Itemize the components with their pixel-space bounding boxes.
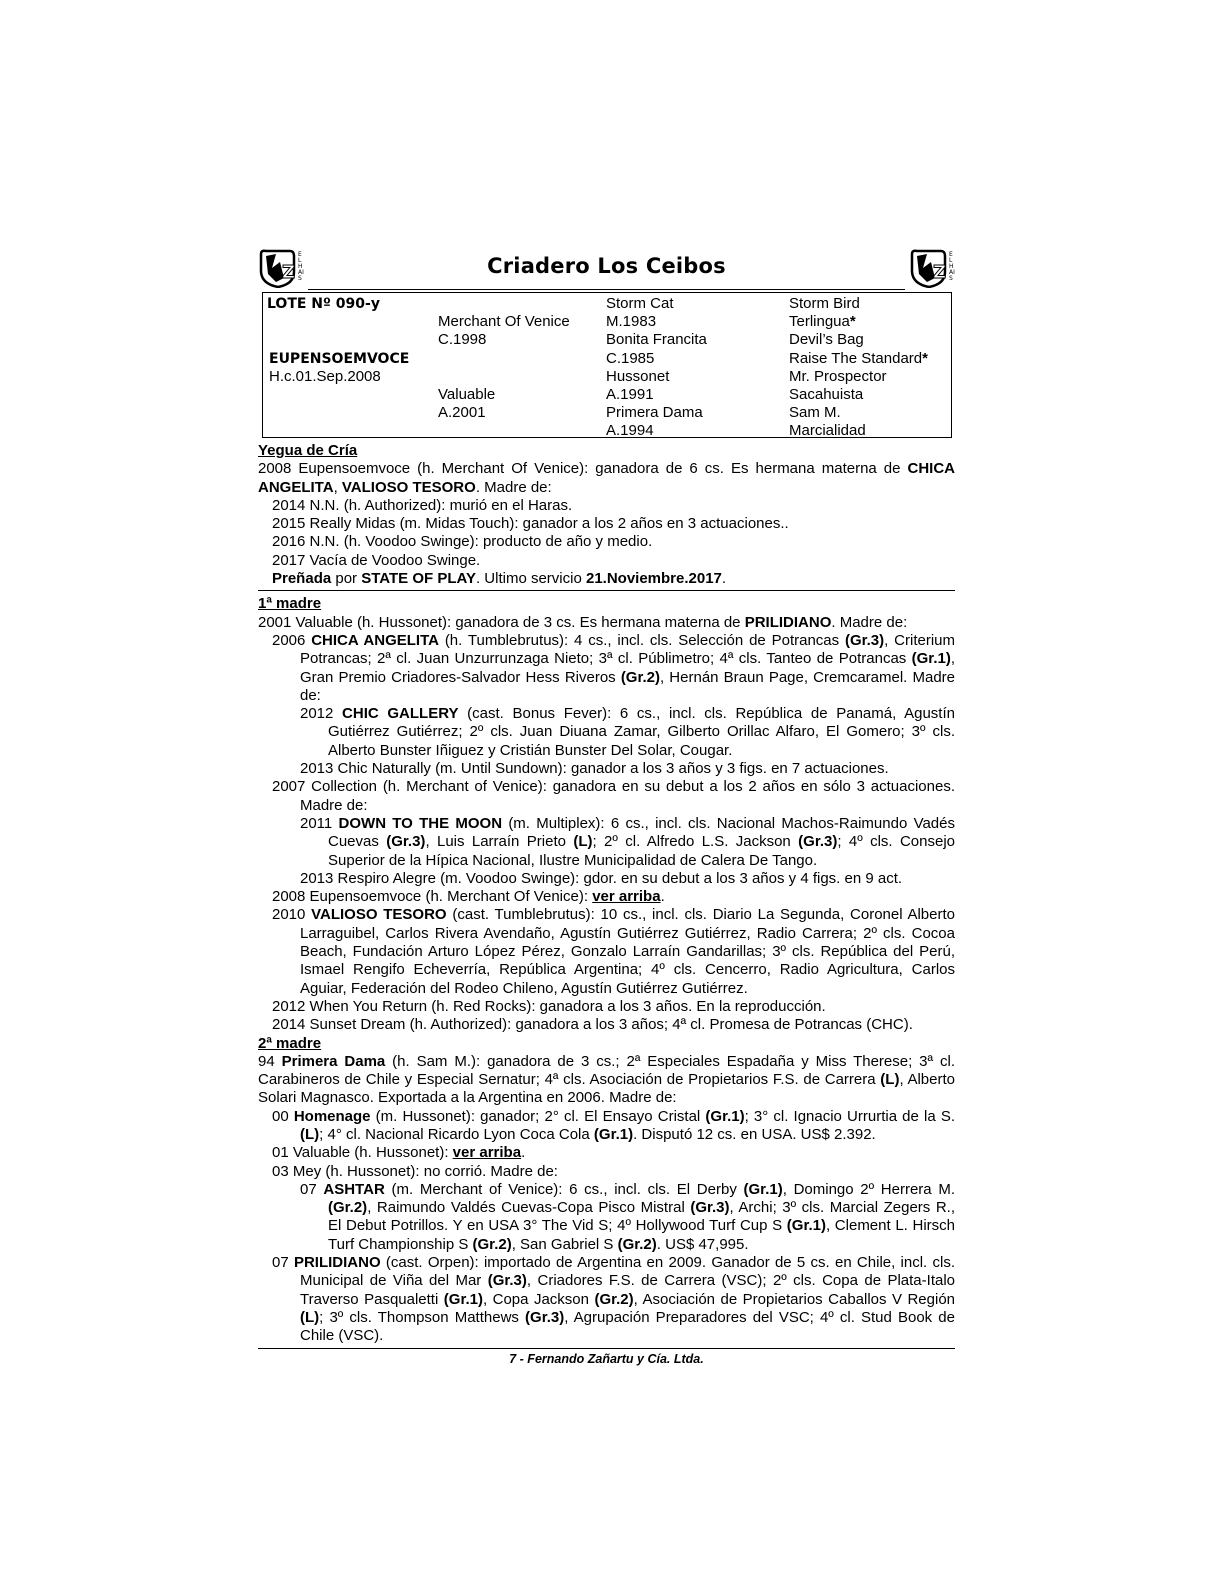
section-divider (258, 590, 955, 591)
breeder-logo-right (909, 248, 955, 290)
great-grandparent-3: Devil’s Bag (789, 331, 864, 348)
page-title: Criadero Los Ceibos (487, 254, 726, 278)
horse-birth: H.c.01.Sep.2008 (269, 368, 381, 385)
grandparent-3: Hussonet (606, 368, 670, 385)
page-header (258, 248, 955, 292)
list-item: 2016 N.N. (h. Voodoo Swinge): producto de año y medio. (272, 533, 653, 551)
svg-text:Z: Z (933, 262, 947, 283)
catalog-page (258, 248, 955, 1366)
grandparent-4: Primera Dama (606, 404, 703, 421)
list-item: 03 Mey (h. Hussonet): no corrió. Madre de: (272, 1162, 558, 1180)
horse-shield-icon (909, 248, 949, 288)
list-item: 2014 N.N. (h. Authorized): murió en el Haras. (272, 496, 573, 514)
grandparent-1: Storm Cat (606, 295, 674, 312)
great-grandparent-6: Sacahuista (789, 386, 864, 403)
ver-arriba-link[interactable]: ver arriba (452, 1144, 522, 1162)
lot-number: LOTE Nº 090-y (267, 296, 380, 312)
grandparent-4-year: A.1994 (606, 422, 654, 439)
list-item: 07 ASHTAR (m. Merchant of Venice): 6 cs., incl. cls. El Derby (Gr.1), Domingo 2º Herrera M. (Gr.2), Raimundo Valdés Cuevas-Copa Pisco Mistral (Gr.3), Archi; 3º cls. Marcial Zegers R., El Debut Potrillos. Y en USA 3° The Vid S; 4º Hollywood Turf Cup S (Gr.1), Clement L. Hirsch Turf Championship S (Gr.2), San Gabriel S (Gr.2). US$ 47,995. (300, 1180, 956, 1253)
list-item: 2006 CHICA ANGELITA (h. Tumblebrutus): 4 cs., incl. cls. Selección de Potrancas (Gr.3), Criterium Potrancas; 2ª cl. Juan Unzurrunzaga Nieto; 3ª cl. Públimetro; 4ª cls. Tanteo de Potrancas (Gr.1), Gran Premio Criadores-Salvador Hess Riveros (Gr.2), Hernán Braun Page, Cremcaramel. Madre de: (272, 631, 955, 704)
yegua-intro: 2008 Eupensoemvoce (h. Merchant Of Venice): ganadora de 6 cs. Es hermana materna de CHICA ANGELITA, VALIOSO TESORO. Madre de: (258, 460, 955, 496)
sire-name: Merchant Of Venice (438, 313, 570, 330)
madre1-intro: 2001 Valuable (h. Hussonet): ganadora de 3 cs. Es hermana materna de PRILIDIANO. Madre de: (258, 613, 908, 631)
great-grandparent-5: Mr. Prospector (789, 368, 887, 385)
list-item: 00 Homenage (m. Hussonet): ganador; 2° cl. El Ensayo Cristal (Gr.1); 3° cl. Ignacio Urrurtia de la S. (L); 4° cl. Nacional Ricardo Lyon Coca Cola (Gr.1). Disputó 12 cs. en USA. US$ 2.392. (272, 1107, 955, 1143)
madre1-section (258, 595, 955, 1034)
page-footer: 7 - Fernando Zañartu y Cía. Ltda. (258, 1348, 955, 1366)
grandparent-2-year: C.1985 (606, 350, 655, 367)
madre2-section (258, 1035, 955, 1346)
grandparent-1-year: M.1983 (606, 313, 657, 330)
list-item: 2013 Respiro Alegre (m. Voodoo Swinge): gdor. en su debut a los 3 años y 4 figs. en 9 act. (300, 869, 903, 887)
great-grandparent-4: Raise The Standard* (789, 350, 928, 367)
great-grandparent-8: Marcialidad (789, 422, 866, 439)
pedigree-table (262, 292, 952, 438)
madre2-intro: 94 Primera Dama (h. Sam M.): ganadora de 3 cs.; 2ª Especiales Espadaña y Miss Therese; 3ª cl. Carabineros de Chile y Especial Sernatur; 4ª cls. Asociación de Propietarios F.S. de Carrera (L), Alberto Solari Magnasco. Exportada a la Argentina en 2006. Madre de: (258, 1052, 955, 1107)
grandparent-3-year: A.1991 (606, 386, 654, 403)
list-item: 07 PRILIDIANO (cast. Orpen): importado de Argentina en 2009. Ganador de 5 cs. en Chile, incl. cls. Municipal de Viña del Mar (Gr.3), Criadores F.S. de Carrera (VSC); 2º cls. Copa de Plata-Italo Traverso Pasqualetti (Gr.1), Copa Jackson (Gr.2), Asociación de Propietarios Caballos V Región (L); 3º cls. Thompson Matthews (Gr.3), Agrupación Preparadores del VSC; 4º cl. Stud Book de Chile (VSC). (272, 1254, 956, 1345)
list-item: 2015 Really Midas (m. Midas Touch): ganador a los 2 años en 3 actuaciones.. (272, 515, 789, 533)
list-item: 2013 Chic Naturally (m. Until Sundown): ganador a los 3 años y 3 figs. en 7 actuaciones. (300, 760, 889, 778)
dam-year: A.2001 (438, 404, 486, 421)
list-item: 2008 Eupensoemvoce (h. Merchant Of Venice): ver arriba. (272, 888, 665, 906)
svg-text:Z: Z (282, 262, 296, 283)
great-grandparent-2: Terlingua* (789, 313, 856, 330)
list-item: 2017 Vacía de Voodoo Swinge. (272, 551, 481, 569)
list-item: 2010 VALIOSO TESORO (cast. Tumblebrutus): 10 cs., incl. cls. Diario La Segunda, Coronel Alberto Larraguibel, Carlos Rivera Avendaño, Agustín Gutiérrez Gutiérrez, Radio Carrera; 2º cls. Cocoa Beach, Fundación Arturo López Pérez, Gonzalo Larraín Gandarillas; 3º cls. República del Perú, Ismael Rengifo Echeverría, República Argentina; 4º cls. Cencerro, Radio Agricultura, Carlos Aguiar, Federación del Rodeo Chileno, Agustín Gutiérrez Gutiérrez. (272, 906, 955, 997)
sire-year: C.1998 (438, 331, 487, 348)
header-rule (308, 289, 905, 290)
section-heading: 1ª madre (258, 595, 322, 613)
great-grandparent-1: Storm Bird (789, 295, 860, 312)
dam-name: Valuable (438, 386, 496, 403)
list-item: 2011 DOWN TO THE MOON (m. Multiplex): 6 cs., incl. cls. Nacional Machos-Raimundo Vadés Cuevas (Gr.3), Luis Larraín Prieto (L); 2º cl. Alfredo L.S. Jackson (Gr.3); 4º cls. Consejo Superior de la Hípica Nacional, Ilustre Municipalidad de Calera De Tango. (300, 814, 955, 869)
list-item: 2014 Sunset Dream (h. Authorized): ganadora a los 3 años; 4ª cl. Promesa de Potrancas (CHC). (272, 1016, 913, 1034)
list-item: 01 Valuable (h. Hussonet): ver arriba. (272, 1144, 526, 1162)
ver-arriba-link[interactable]: ver arriba (592, 888, 661, 906)
list-item: 2012 CHIC GALLERY (cast. Bonus Fever): 6 cs., incl. cls. República de Panamá, Agustín Gutiérrez Gutiérrez; 2º cls. Juan Diuana Zamar, Gilberto Orillac Alfaro, El Gomero; 3º cls. Alberto Bunster Iñiguez y Cristián Bunster Del Solar, Cougar. (300, 705, 955, 759)
logo-left-vertical-text: ELHAIS (298, 251, 304, 282)
list-item: 2012 When You Return (h. Red Rocks): ganadora a los 3 años. En la reproducción. (272, 997, 826, 1015)
horse-name: EUPENSOEMVOCE (269, 351, 410, 367)
great-grandparent-7: Sam M. (789, 404, 841, 421)
prenada-line: Preñada por STATE OF PLAY. Ultimo servicio 21.Noviembre.2017. (272, 570, 727, 588)
section-heading: Yegua de Cría (258, 442, 358, 459)
list-item: 2007 Collection (h. Merchant of Venice): ganadora en su debut a los 2 años en sólo 3 actuaciones. Madre de: (272, 778, 955, 814)
grandparent-2: Bonita Francita (606, 331, 707, 348)
logo-right-vertical-text: ELHAIS (949, 251, 955, 282)
section-heading: 2ª madre (258, 1034, 322, 1052)
yegua-section (258, 442, 955, 588)
